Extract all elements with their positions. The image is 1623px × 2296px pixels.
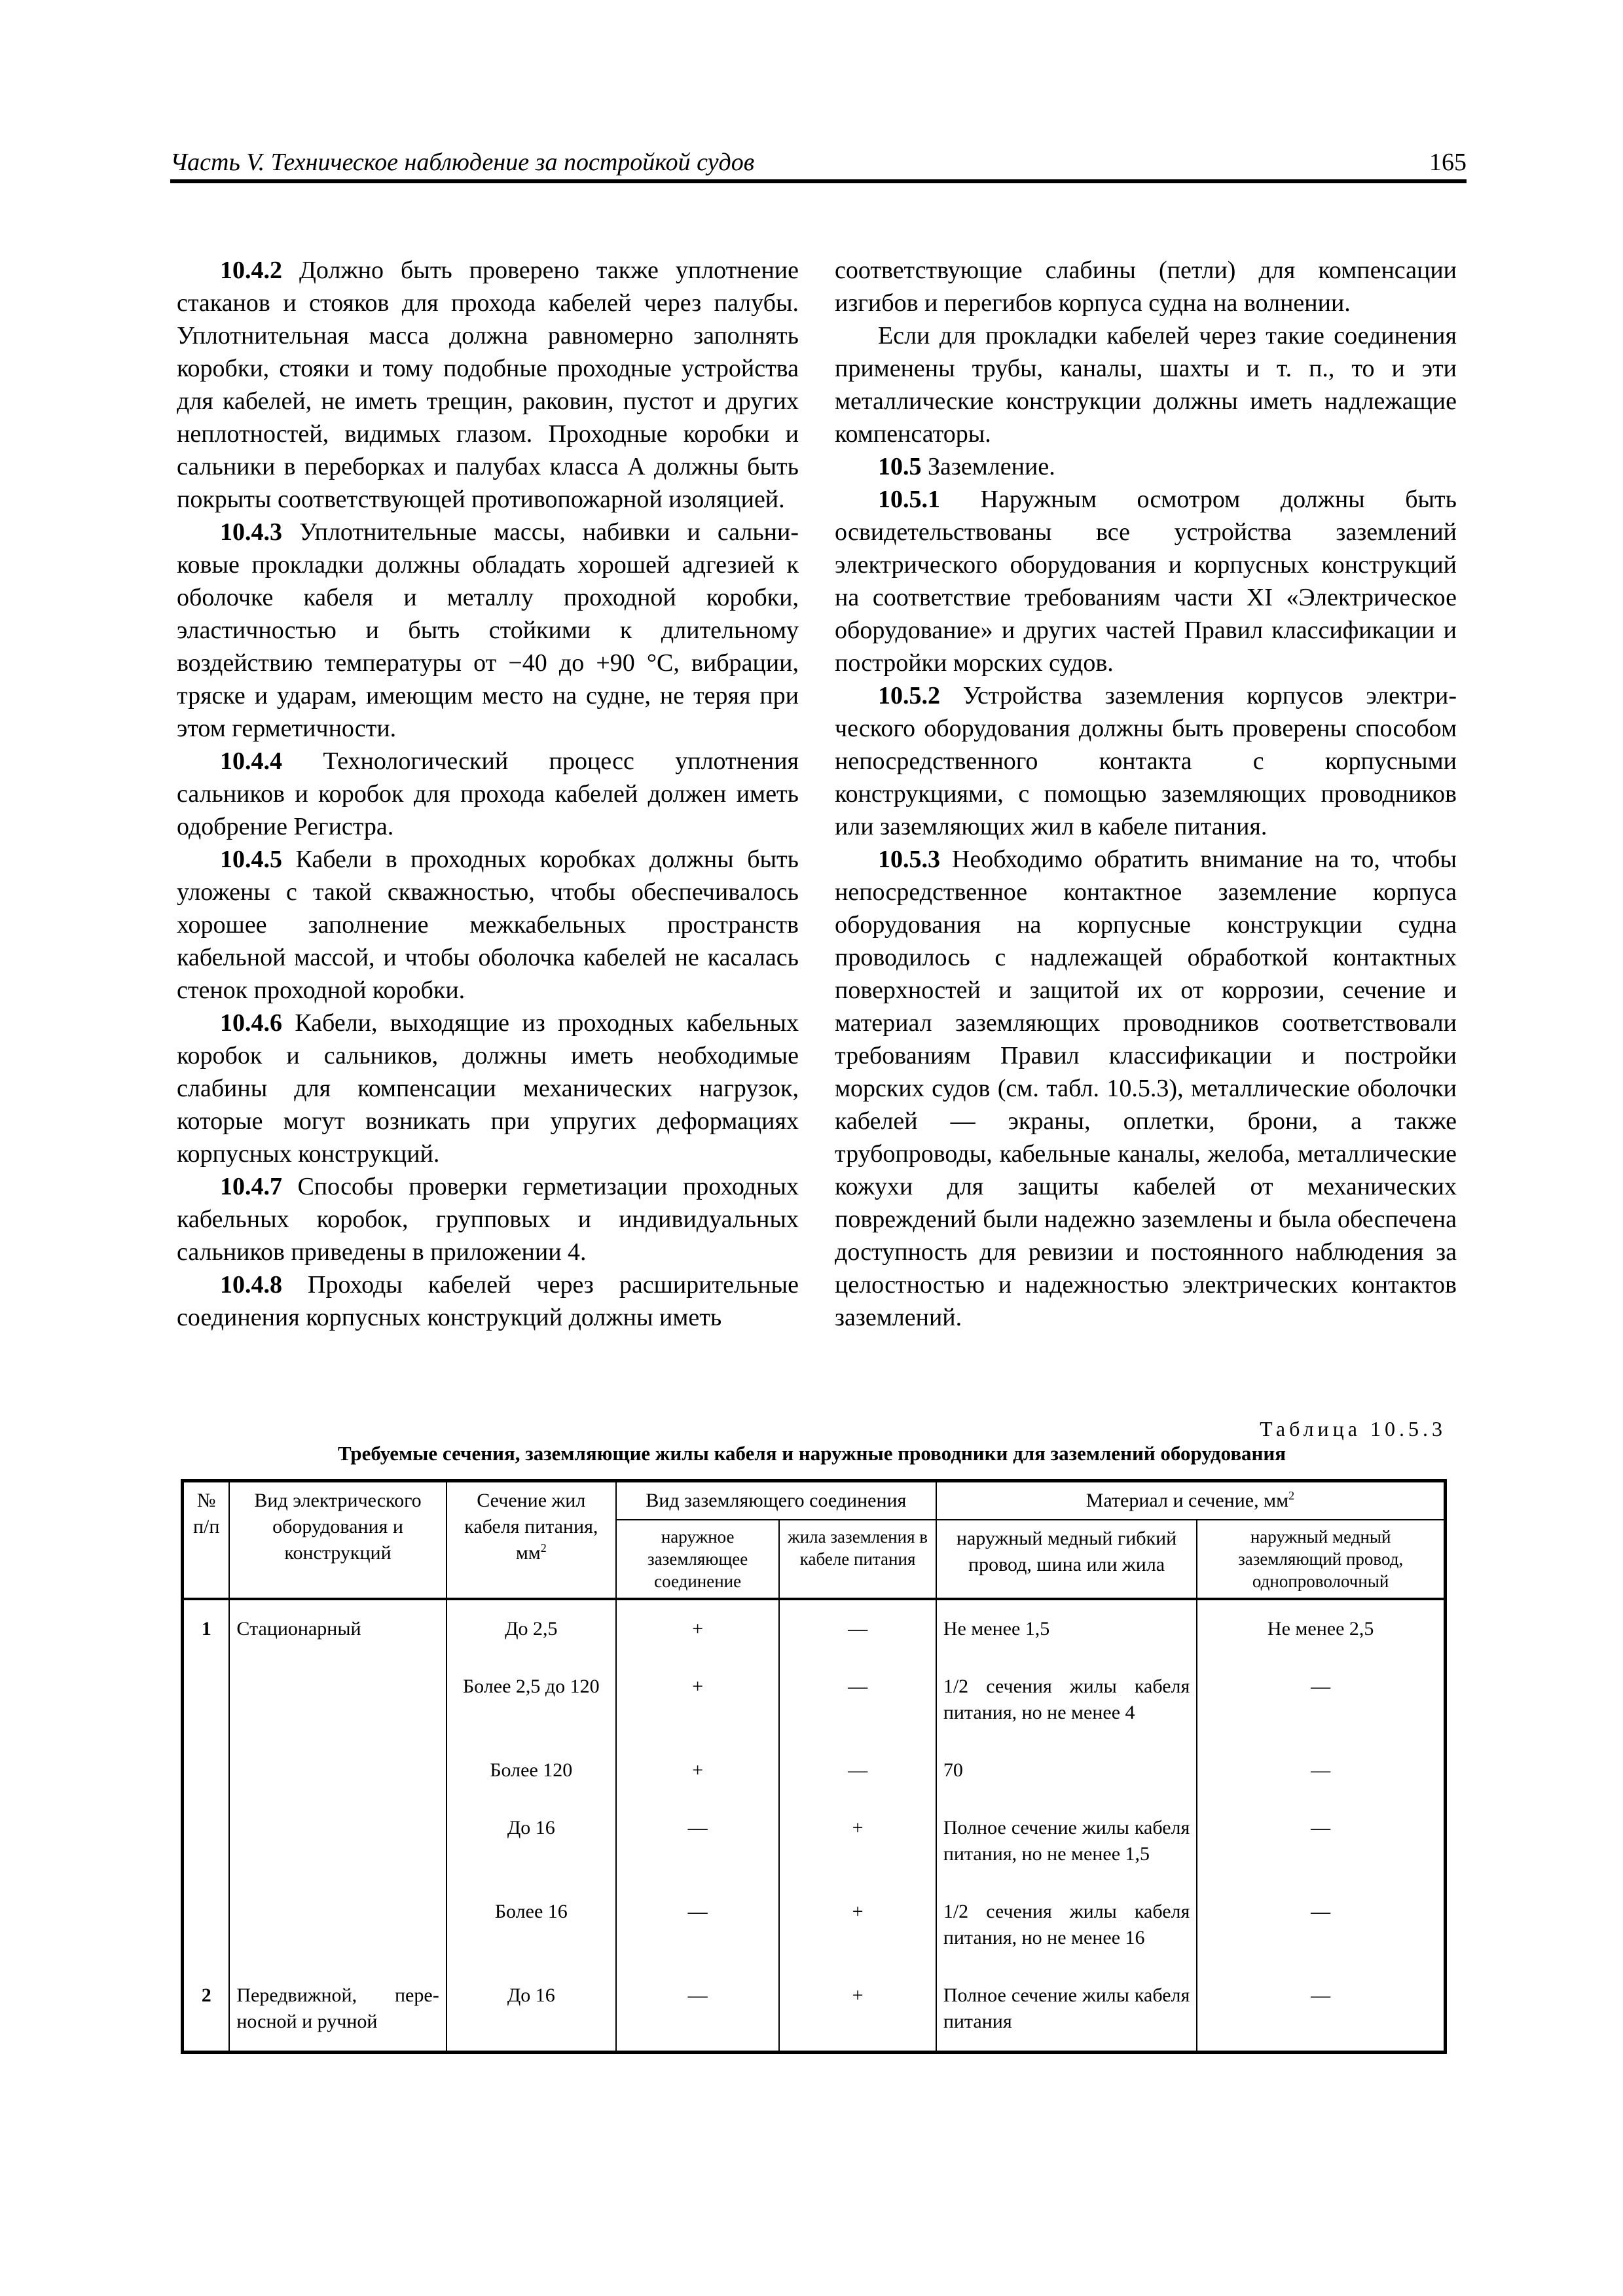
paragraph <box>835 450 1457 483</box>
paragraph <box>177 254 799 516</box>
clause-text: Кабели в проходных коробках должны быть уложены с такой скважностью, чтобы обеспечивалось хорошее заполнение межкабельных пространств кабельной массой, и чтобы оболочка кабелей не касалась стенок проходной коробки. <box>177 846 799 1004</box>
clause-number: 10.4.4 <box>220 747 282 775</box>
cell-single: — <box>1197 1658 1445 1742</box>
clause-text: Технологический процесс уплотнения сальников и коробок для прохода кабелей должен иметь одобрение Регистра. <box>177 747 799 840</box>
paragraph <box>177 1268 799 1334</box>
cell-equipment <box>229 1658 446 1742</box>
cell-section: До 16 <box>447 1967 616 2053</box>
clause-text: Заземление. <box>921 453 1055 480</box>
cell-section: Более 16 <box>447 1883 616 1967</box>
clause-number: 10.4.5 <box>220 846 282 873</box>
page-header <box>170 144 1467 183</box>
cell-flex: Не менее 1,5 <box>936 1599 1197 1658</box>
header-flexible: наружный медный гибкий провод, шина или жила <box>936 1520 1197 1599</box>
paragraph <box>835 254 1457 319</box>
clause-text: Если для прокладки кабелей через такие соединения применены трубы, каналы, шахты и т. п., то и эти металлические конструкции должны иметь надлежащие компенсаторы. <box>835 322 1457 448</box>
cell-num: 2 <box>183 1967 230 2053</box>
cell-ext: — <box>616 1967 779 2053</box>
paragraph <box>177 745 799 843</box>
clause-text: Должно быть проверено также уплотнение стаканов и стояков для прохода кабелей через палубы. Уплотнительная масса должна равномерно заполнять коробки, стояки и тому подобные проходные устройства для кабелей, не иметь трещин, раковин, пустот и других неплотностей, видимых глазом. Проходные коробки и сальники в переборках и палубах класса А должны быть покрыты соответствующей противопожарной изоляцией. <box>177 257 799 513</box>
cell-section: До 2,5 <box>447 1599 616 1658</box>
cell-num <box>183 1883 230 1967</box>
clause-number: 10.4.3 <box>220 518 282 546</box>
cell-equipment: Передвижной, переносной и ручной <box>229 1967 446 2053</box>
paragraph <box>177 516 799 745</box>
clause-number: 10.5.1 <box>878 486 940 513</box>
paragraph <box>177 1170 799 1268</box>
cell-num: 1 <box>183 1599 230 1658</box>
cell-core: — <box>779 1658 936 1742</box>
paragraph <box>177 843 799 1007</box>
cell-single: — <box>1197 1799 1445 1883</box>
clause-text: Наружным осмотром должны быть освидетельствованы все устройства заземлений электрического оборудования и корпусных конструкций на соответствие требованиям части XI «Электрическое оборудование» и других частей Правил классификации и постройки морских судов. <box>835 486 1457 677</box>
cell-num <box>183 1799 230 1883</box>
clause-number: 10.4.6 <box>220 1009 282 1037</box>
cell-flex: Полное сечение жилы кабеля питания <box>936 1967 1197 2053</box>
table-row <box>183 1658 1446 1742</box>
table-row <box>183 1883 1446 1967</box>
cell-ext: + <box>616 1742 779 1799</box>
cell-flex: Полное сечение жилы кабеля питания, но не менее 1,5 <box>936 1799 1197 1883</box>
cell-section: Более 2,5 до 120 <box>447 1658 616 1742</box>
clause-text: Необходимо обратить внимание на то, чтобы непосредственное контактное заземление корпуса оборудования на корпусные конструкции судна проводилось с надлежащей обработкой контактных поверхностей и защитой их от коррозии, сечение и материал заземляющих проводников соответствовали требованиям Правил классификации и постройки морских судов (см. табл. 10.5.3), металлические оболочки кабелей — экраны, оплетки, брони, а также трубопроводы, кабельные каналы, желоба, металлические кожухи для защиты кабелей от механических повреждений были надежно заземлены и была обеспечена доступность для ревизии и постоянного наблюдения за целостностью и надежностью электрических контактов заземлений. <box>835 846 1457 1331</box>
table-row <box>183 1967 1446 2053</box>
cell-flex: 1/2 сечения жилы кабеля питания, но не менее 4 <box>936 1658 1197 1742</box>
clause-text: Способы проверки герметизации проходных кабельных коробок, групповых и индивидуальных сальников приведены в приложении 4. <box>177 1173 799 1266</box>
cell-ext: — <box>616 1883 779 1967</box>
clause-number: 10.4.8 <box>220 1271 282 1299</box>
cell-equipment <box>229 1742 446 1799</box>
table-label: Таблица 10.5.3 <box>1260 1417 1446 1441</box>
clause-number: 10.5.2 <box>878 682 940 709</box>
header-connection: Вид заземляющего соединения <box>616 1481 936 1520</box>
table-row <box>183 1599 1446 1658</box>
cell-section: Более 120 <box>447 1742 616 1799</box>
table-row <box>183 1742 1446 1799</box>
cell-core: — <box>779 1599 936 1658</box>
header-core: жила заземления в кабеле питания <box>779 1520 936 1599</box>
cell-ext: — <box>616 1799 779 1883</box>
table-row <box>183 1799 1446 1883</box>
cell-ext: + <box>616 1599 779 1658</box>
paragraph <box>177 1007 799 1170</box>
clause-number: 10.4.7 <box>220 1173 282 1200</box>
clause-number: 10.5.3 <box>878 846 940 873</box>
paragraph <box>835 483 1457 679</box>
cell-flex: 70 <box>936 1742 1197 1799</box>
cell-core: + <box>779 1799 936 1883</box>
cell-section: До 16 <box>447 1799 616 1883</box>
right-column <box>835 254 1457 1334</box>
cell-single: — <box>1197 1967 1445 2053</box>
running-title: Часть V. Техническое наблюдение за постройкой судов <box>170 149 755 176</box>
cell-num <box>183 1658 230 1742</box>
table-body <box>183 1599 1446 2053</box>
paragraph <box>835 319 1457 450</box>
cell-core: — <box>779 1742 936 1799</box>
cell-core: + <box>779 1883 936 1967</box>
cell-single: — <box>1197 1883 1445 1967</box>
page-number: 165 <box>1429 149 1467 176</box>
clause-text: соответствующие слабины (петли) для компенсации изгибов и перегибов корпуса судна на волнении. <box>835 257 1457 317</box>
cell-equipment: Стационарный <box>229 1599 446 1658</box>
cell-single: Не менее 2,5 <box>1197 1599 1445 1658</box>
cell-equipment <box>229 1799 446 1883</box>
header-single: наружный медный заземляющий провод, однопроволочный <box>1197 1520 1445 1599</box>
clause-text: Кабели, выходящие из проходных кабельных коробок и сальников, должны иметь необходимые слабины для компенсации механических нагрузок, которые могут возникать при упругих деформациях корпусных конструкций. <box>177 1009 799 1168</box>
grounding-table <box>181 1479 1447 2054</box>
cell-ext: + <box>616 1658 779 1742</box>
header-material: Материал и сечение, $мм^2$ <box>936 1481 1446 1520</box>
clause-number: 10.4.2 <box>220 257 282 284</box>
clause-text: Уплотнительные массы, набивки и сальниковые прокладки должны обладать хорошей адгезией к оболочке кабеля и металлу проходной коробки, эластичностью и быть стойкими к длительному воздействию температуры от −40 до +90 °С, вибрации, тряске и ударам, имеющим место на судне, не теряя при этом герметичности. <box>177 518 799 742</box>
cell-core: + <box>779 1967 936 2053</box>
cell-equipment <box>229 1883 446 1967</box>
header-external: наружное заземляющее соединение <box>616 1520 779 1599</box>
clause-number: 10.5 <box>878 453 922 480</box>
header-equipment: Вид электрического оборудования и конструкций <box>229 1481 446 1600</box>
left-column <box>177 254 799 1334</box>
clause-text: Проходы кабелей через расширительные соединения корпусных конструкций должны иметь <box>177 1271 799 1331</box>
cell-flex: 1/2 сечения жилы кабеля питания, но не менее 16 <box>936 1883 1197 1967</box>
clause-text: Устройства заземления корпусов электрического оборудования должны быть проверены способом непосредственного контакта с корпусными конструкциями, с помощью заземляющих проводников или заземляющих жил в кабеле питания. <box>835 682 1457 840</box>
paragraph <box>835 843 1457 1334</box>
cell-num <box>183 1742 230 1799</box>
cell-single: — <box>1197 1742 1445 1799</box>
header-section: Сечение жил кабеля питания, $мм^2$ <box>447 1481 616 1600</box>
header-num: № п/п <box>183 1481 230 1600</box>
paragraph <box>835 679 1457 843</box>
table-title: Требуемые сечения, заземляющие жилы кабеля и наружные проводники для заземлений оборудования <box>337 1442 1286 1465</box>
